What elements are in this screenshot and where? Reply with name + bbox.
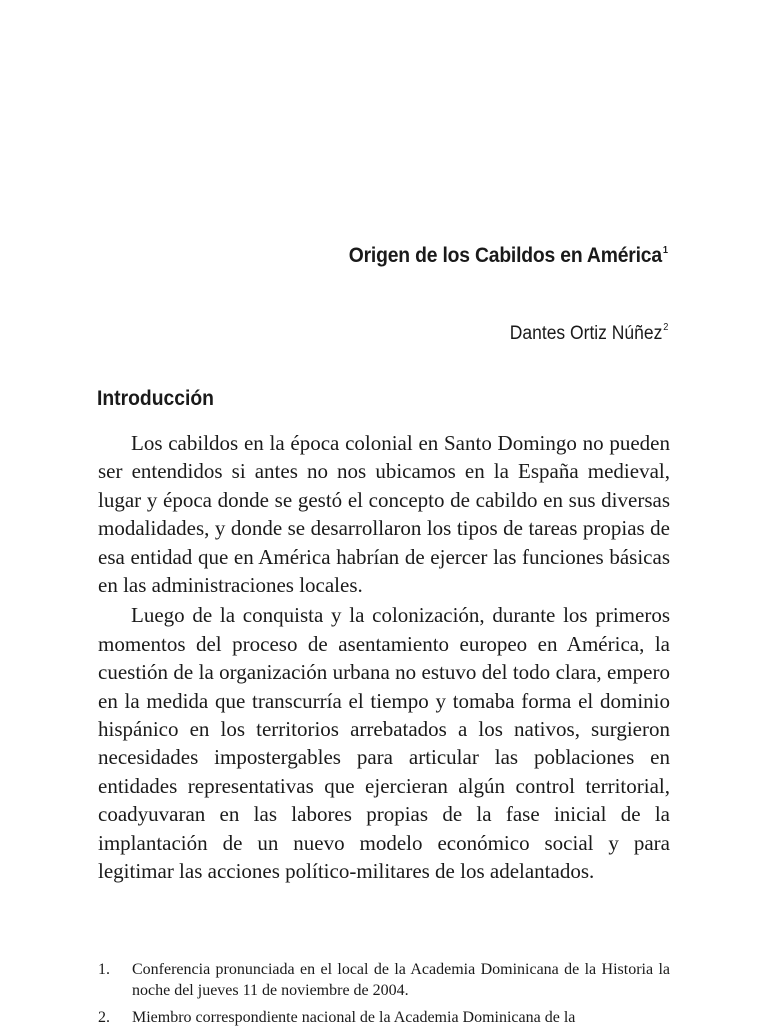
paragraph: Los cabildos en la época colonial en Santo Domingo no pueden ser entendidos si antes no nos ubicamos en la España medieval, lugar y época donde se gestó el concepto de cabildo en sus diversas modalidades, y donde se desarrollaron los tipos de tareas propias de esa entidad que en América habrían de ejercer las funciones básicas en las administraciones locales.	[98, 431, 670, 598]
paragraph: Luego de la conquista y la colonización, durante los primeros momentos del proceso de asentamiento europeo en América, la cuestión de la organización urbana no estuvo del todo clara, empero en la medida que transcurría el tiempo y tomaba forma el dominio hispánico en los territorios arrebatados a los nativos, surgieron necesidades impostergables para articular las poblaciones en entidades representativas que ejercieran algún control territorial, coadyuvaran en las labores propias de la fase inicial de la implantación de un nuevo modelo económico social y para legitimar las acciones político-militares de los adelantados.	[98, 603, 670, 884]
article-title-text: Origen de los Cabildos en América	[348, 244, 663, 267]
author-name	[509, 323, 668, 345]
footnote	[98, 1007, 670, 1028]
footnote-number: 2.	[98, 1009, 110, 1026]
author-name-text: Dantes Ortiz Núñez	[509, 323, 662, 344]
footnotes	[98, 959, 670, 1034]
article-title	[349, 244, 668, 268]
section-heading: Introducción	[97, 387, 214, 410]
author-footnote-marker: 2	[662, 322, 668, 333]
body-text	[98, 429, 670, 886]
title-footnote-marker: 1	[663, 245, 668, 256]
footnote-text: Conferencia pronunciada en el local de la Academia Dominicana de la Historia la noche del jueves 11 de noviembre de 2004.	[132, 961, 670, 999]
footnote-text: Miembro correspondiente nacional de la Academia Dominicana de la	[132, 1009, 576, 1026]
footnote-number: 1.	[98, 961, 110, 978]
footnote	[98, 959, 670, 1001]
